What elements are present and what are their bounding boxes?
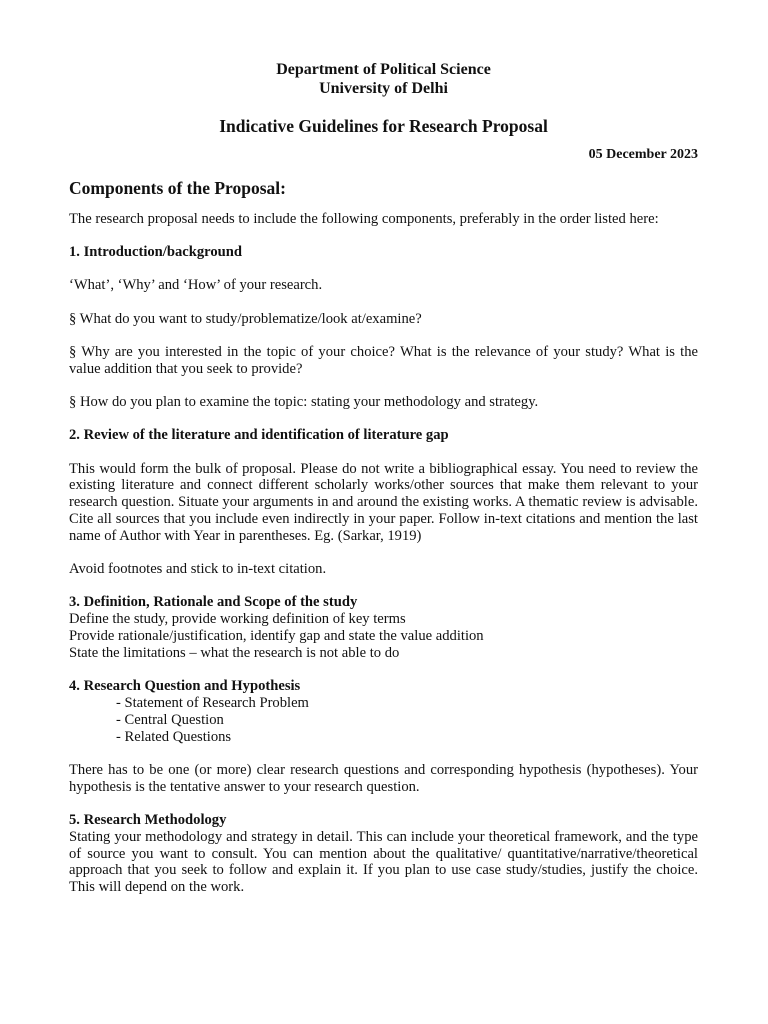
section3-line: State the limitations – what the research is not able to do bbox=[69, 644, 400, 661]
university-name: University of Delhi bbox=[319, 80, 448, 97]
section3-line: Define the study, provide working definition of key terms bbox=[69, 611, 406, 628]
department-name: Department of Political Science bbox=[276, 61, 491, 78]
section5-body: Stating your methodology and strategy in detail. This can include your theoretical framework, and the type of source you want to consult. You can mention about the qualitative/ quantitative/narrative/theoretical approach that you seek to follow and explain it. If you plan to use case study/studies, justify the choice. This will depend on the work. bbox=[69, 828, 698, 896]
section4-list-item: - Related Questions bbox=[116, 728, 232, 745]
document-header bbox=[69, 60, 698, 136]
section-heading-research-question: 4. Research Question and Hypothesis bbox=[69, 678, 301, 695]
section2-body: This would form the bulk of proposal. Please do not write a bibliographical essay. You need to review the existing literature and connect different scholarly works/other sources that make them relevant to your research question. Situate your arguments in and around the existing works. A thematic review is advisable. Cite all sources that you include even indirectly in your paper. Follow in-text citations and mention the last name of Author with Year in parentheses. Eg. (Sarkar, 1919) bbox=[69, 460, 698, 544]
document-page bbox=[69, 60, 698, 896]
section1-point: § Why are you interested in the topic of your choice? What is the relevance of your study? What is the value addition that you seek to provide? bbox=[69, 343, 698, 377]
section1-point: § How do you plan to examine the topic: stating your methodology and strategy. bbox=[69, 394, 539, 411]
document-title: Indicative Guidelines for Research Proposal bbox=[219, 116, 548, 136]
section2-note: Avoid footnotes and stick to in-text citation. bbox=[69, 561, 327, 578]
section3-line: Provide rationale/justification, identify gap and state the value addition bbox=[69, 628, 484, 645]
section-heading-introduction: 1. Introduction/background bbox=[69, 244, 243, 261]
document-date: 05 December 2023 bbox=[588, 147, 698, 162]
section4-list-item: - Central Question bbox=[116, 711, 224, 728]
section-heading-methodology: 5. Research Methodology bbox=[69, 811, 227, 828]
intro-paragraph: The research proposal needs to include the following components, preferably in the order listed here: bbox=[69, 210, 659, 227]
section4-body: There has to be one (or more) clear research questions and corresponding hypothesis (hypotheses). Your hypothesis is the tentative answer to your research question. bbox=[69, 761, 698, 795]
section1-lead: ‘What’, ‘Why’ and ‘How’ of your research. bbox=[69, 277, 323, 294]
components-heading: Components of the Proposal: bbox=[69, 177, 286, 198]
section4-list-item: - Statement of Research Problem bbox=[116, 694, 309, 711]
section1-point: § What do you want to study/problematize/look at/examine? bbox=[69, 310, 422, 327]
section-heading-definition: 3. Definition, Rationale and Scope of the study bbox=[69, 594, 358, 611]
section-heading-literature-review: 2. Review of the literature and identification of literature gap bbox=[69, 427, 449, 444]
